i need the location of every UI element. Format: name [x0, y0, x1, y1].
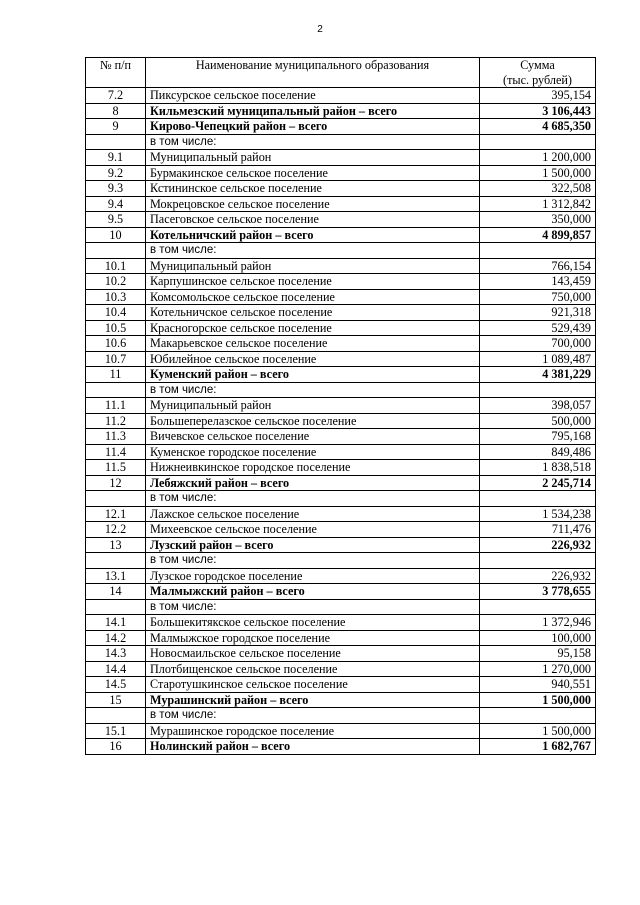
- row-name: Комсомольское сельское поселение: [146, 289, 480, 305]
- row-number: 14: [86, 584, 146, 600]
- row-sum: 143,459: [480, 274, 596, 290]
- row-sum: 3 778,655: [480, 584, 596, 600]
- row-sum: [480, 382, 596, 398]
- row-sum: 1 500,000: [480, 165, 596, 181]
- row-number: [86, 599, 146, 615]
- row-sum: 1 682,767: [480, 739, 596, 755]
- row-number: 12.2: [86, 522, 146, 538]
- row-number: 10.5: [86, 320, 146, 336]
- row-number: 14.2: [86, 630, 146, 646]
- row-number: [86, 382, 146, 398]
- row-number: [86, 134, 146, 150]
- row-name: Муниципальный район: [146, 258, 480, 274]
- row-name: Плотбищенское сельское поселение: [146, 661, 480, 677]
- table-row-subheading: [86, 382, 596, 398]
- row-name: Юбилейное сельское поселение: [146, 351, 480, 367]
- row-name: Новосмаильское сельское поселение: [146, 646, 480, 662]
- row-name: Кстининское сельское поселение: [146, 181, 480, 197]
- row-sum: 4 899,857: [480, 227, 596, 243]
- table-row: [86, 398, 596, 414]
- row-sum: 95,158: [480, 646, 596, 662]
- header-name: Наименование муниципального образования: [146, 58, 480, 88]
- row-sum: 4 381,229: [480, 367, 596, 383]
- row-name: Макарьевское сельское поселение: [146, 336, 480, 352]
- row-name: в том числе:: [146, 708, 480, 724]
- row-name: Михеевское сельское поселение: [146, 522, 480, 538]
- table-row-total: [86, 103, 596, 119]
- row-name: Мокрецовское сельское поселение: [146, 196, 480, 212]
- row-name: в том числе:: [146, 134, 480, 150]
- row-number: 7.2: [86, 88, 146, 104]
- row-sum: 2 245,714: [480, 475, 596, 491]
- table-row: [86, 615, 596, 631]
- table-row: [86, 196, 596, 212]
- row-number: 14.1: [86, 615, 146, 631]
- table-row: [86, 150, 596, 166]
- table-header-row: [86, 58, 596, 88]
- row-sum: 500,000: [480, 413, 596, 429]
- table-row-subheading: [86, 134, 596, 150]
- row-sum: 226,932: [480, 568, 596, 584]
- row-number: 10.6: [86, 336, 146, 352]
- row-sum: 921,318: [480, 305, 596, 321]
- table-row: [86, 630, 596, 646]
- row-sum: 750,000: [480, 289, 596, 305]
- row-number: 8: [86, 103, 146, 119]
- row-sum: 700,000: [480, 336, 596, 352]
- table-row: [86, 305, 596, 321]
- row-number: 14.5: [86, 677, 146, 693]
- row-sum: 529,439: [480, 320, 596, 336]
- table-row: [86, 336, 596, 352]
- row-name: Нижнеивкинское городское поселение: [146, 460, 480, 476]
- table-row: [86, 258, 596, 274]
- row-name: Карпушинское сельское поселение: [146, 274, 480, 290]
- row-name: Лебяжский район – всего: [146, 475, 480, 491]
- row-name: в том числе:: [146, 243, 480, 259]
- row-name: Котельничское сельское поселение: [146, 305, 480, 321]
- row-sum: 350,000: [480, 212, 596, 228]
- table-row: [86, 444, 596, 460]
- row-number: 9.3: [86, 181, 146, 197]
- row-sum: 226,932: [480, 537, 596, 553]
- table-row: [86, 506, 596, 522]
- row-number: 9: [86, 119, 146, 135]
- row-name: Муниципальный район: [146, 150, 480, 166]
- row-sum: 322,508: [480, 181, 596, 197]
- table-row: [86, 274, 596, 290]
- row-name: Кирово-Чепецкий район – всего: [146, 119, 480, 135]
- table-row: [86, 181, 596, 197]
- row-number: 11.3: [86, 429, 146, 445]
- row-number: [86, 553, 146, 569]
- table-row: [86, 351, 596, 367]
- table-row-subheading: [86, 708, 596, 724]
- row-name: Бурмакинское сельское поселение: [146, 165, 480, 181]
- row-name: Лузский район – всего: [146, 537, 480, 553]
- row-number: 10: [86, 227, 146, 243]
- row-sum: [480, 243, 596, 259]
- row-name: Большеперелазское сельское поселение: [146, 413, 480, 429]
- row-name: Муниципальный район: [146, 398, 480, 414]
- row-name: Куменское городское поселение: [146, 444, 480, 460]
- row-number: 10.4: [86, 305, 146, 321]
- row-name: Лузское городское поселение: [146, 568, 480, 584]
- table-row-subheading: [86, 491, 596, 507]
- row-sum: 1 312,842: [480, 196, 596, 212]
- row-number: 10.7: [86, 351, 146, 367]
- row-name: Малмыжское городское поселение: [146, 630, 480, 646]
- row-number: 12.1: [86, 506, 146, 522]
- table-row: [86, 522, 596, 538]
- row-name: в том числе:: [146, 553, 480, 569]
- table-row-total: [86, 692, 596, 708]
- row-number: 15.1: [86, 723, 146, 739]
- table-row: [86, 429, 596, 445]
- table-row-total: [86, 739, 596, 755]
- row-number: 13: [86, 537, 146, 553]
- row-name: Старотушкинское сельское поселение: [146, 677, 480, 693]
- row-sum: 1 200,000: [480, 150, 596, 166]
- row-name: Малмыжский район – всего: [146, 584, 480, 600]
- municipal-budget-table: [85, 57, 596, 755]
- row-number: 11.1: [86, 398, 146, 414]
- table-row-total: [86, 367, 596, 383]
- row-sum: [480, 599, 596, 615]
- table-row: [86, 661, 596, 677]
- table-body: [86, 88, 596, 755]
- row-number: 10.2: [86, 274, 146, 290]
- row-name: Вичевское сельское поселение: [146, 429, 480, 445]
- header-number: № п/п: [86, 58, 146, 88]
- row-number: 9.2: [86, 165, 146, 181]
- row-number: [86, 491, 146, 507]
- page-number: 2: [317, 24, 323, 35]
- row-sum: [480, 708, 596, 724]
- row-sum: [480, 553, 596, 569]
- row-sum: 940,551: [480, 677, 596, 693]
- row-number: 13.1: [86, 568, 146, 584]
- row-name: Пиксурское сельское поселение: [146, 88, 480, 104]
- row-name: Красногорское сельское поселение: [146, 320, 480, 336]
- table-row-total: [86, 119, 596, 135]
- table-row: [86, 568, 596, 584]
- row-number: 11.2: [86, 413, 146, 429]
- row-sum: [480, 134, 596, 150]
- table-row-total: [86, 537, 596, 553]
- table-row: [86, 646, 596, 662]
- table-row: [86, 723, 596, 739]
- row-sum: [480, 491, 596, 507]
- header-sum: Сумма (тыс. рублей): [480, 58, 596, 88]
- row-sum: 100,000: [480, 630, 596, 646]
- row-number: [86, 708, 146, 724]
- row-name: Лажское сельское поселение: [146, 506, 480, 522]
- row-number: 14.3: [86, 646, 146, 662]
- row-number: [86, 243, 146, 259]
- row-number: 9.5: [86, 212, 146, 228]
- row-sum: 3 106,443: [480, 103, 596, 119]
- row-number: 10.3: [86, 289, 146, 305]
- row-sum: 795,168: [480, 429, 596, 445]
- table-row: [86, 413, 596, 429]
- row-name: в том числе:: [146, 382, 480, 398]
- row-sum: 1 838,518: [480, 460, 596, 476]
- table-row: [86, 460, 596, 476]
- row-number: 14.4: [86, 661, 146, 677]
- table-row: [86, 289, 596, 305]
- row-number: 9.4: [86, 196, 146, 212]
- row-name: Куменский район – всего: [146, 367, 480, 383]
- row-sum: 398,057: [480, 398, 596, 414]
- row-name: Котельничский район – всего: [146, 227, 480, 243]
- row-sum: 1 372,946: [480, 615, 596, 631]
- row-name: Мурашинское городское поселение: [146, 723, 480, 739]
- table-row-total: [86, 584, 596, 600]
- row-sum: 766,154: [480, 258, 596, 274]
- row-number: 16: [86, 739, 146, 755]
- row-sum: 711,476: [480, 522, 596, 538]
- table-row: [86, 677, 596, 693]
- row-number: 11.4: [86, 444, 146, 460]
- row-name: в том числе:: [146, 599, 480, 615]
- row-name: Мурашинский район – всего: [146, 692, 480, 708]
- table-row-subheading: [86, 599, 596, 615]
- row-sum: 395,154: [480, 88, 596, 104]
- table-row-total: [86, 475, 596, 491]
- table-row: [86, 212, 596, 228]
- row-number: 15: [86, 692, 146, 708]
- row-number: 12: [86, 475, 146, 491]
- row-name: в том числе:: [146, 491, 480, 507]
- row-number: 11: [86, 367, 146, 383]
- table-row: [86, 88, 596, 104]
- row-sum: 4 685,350: [480, 119, 596, 135]
- row-sum: 849,486: [480, 444, 596, 460]
- table-row-subheading: [86, 553, 596, 569]
- table-row-subheading: [86, 243, 596, 259]
- row-number: 10.1: [86, 258, 146, 274]
- table-row: [86, 165, 596, 181]
- row-sum: 1 270,000: [480, 661, 596, 677]
- row-number: 9.1: [86, 150, 146, 166]
- row-name: Пасеговское сельское поселение: [146, 212, 480, 228]
- row-sum: 1 534,238: [480, 506, 596, 522]
- table-row-total: [86, 227, 596, 243]
- row-number: 11.5: [86, 460, 146, 476]
- row-name: Кильмезский муниципальный район – всего: [146, 103, 480, 119]
- row-name: Нолинский район – всего: [146, 739, 480, 755]
- row-sum: 1 500,000: [480, 723, 596, 739]
- row-name: Большекитякское сельское поселение: [146, 615, 480, 631]
- table-row: [86, 320, 596, 336]
- row-sum: 1 089,487: [480, 351, 596, 367]
- row-sum: 1 500,000: [480, 692, 596, 708]
